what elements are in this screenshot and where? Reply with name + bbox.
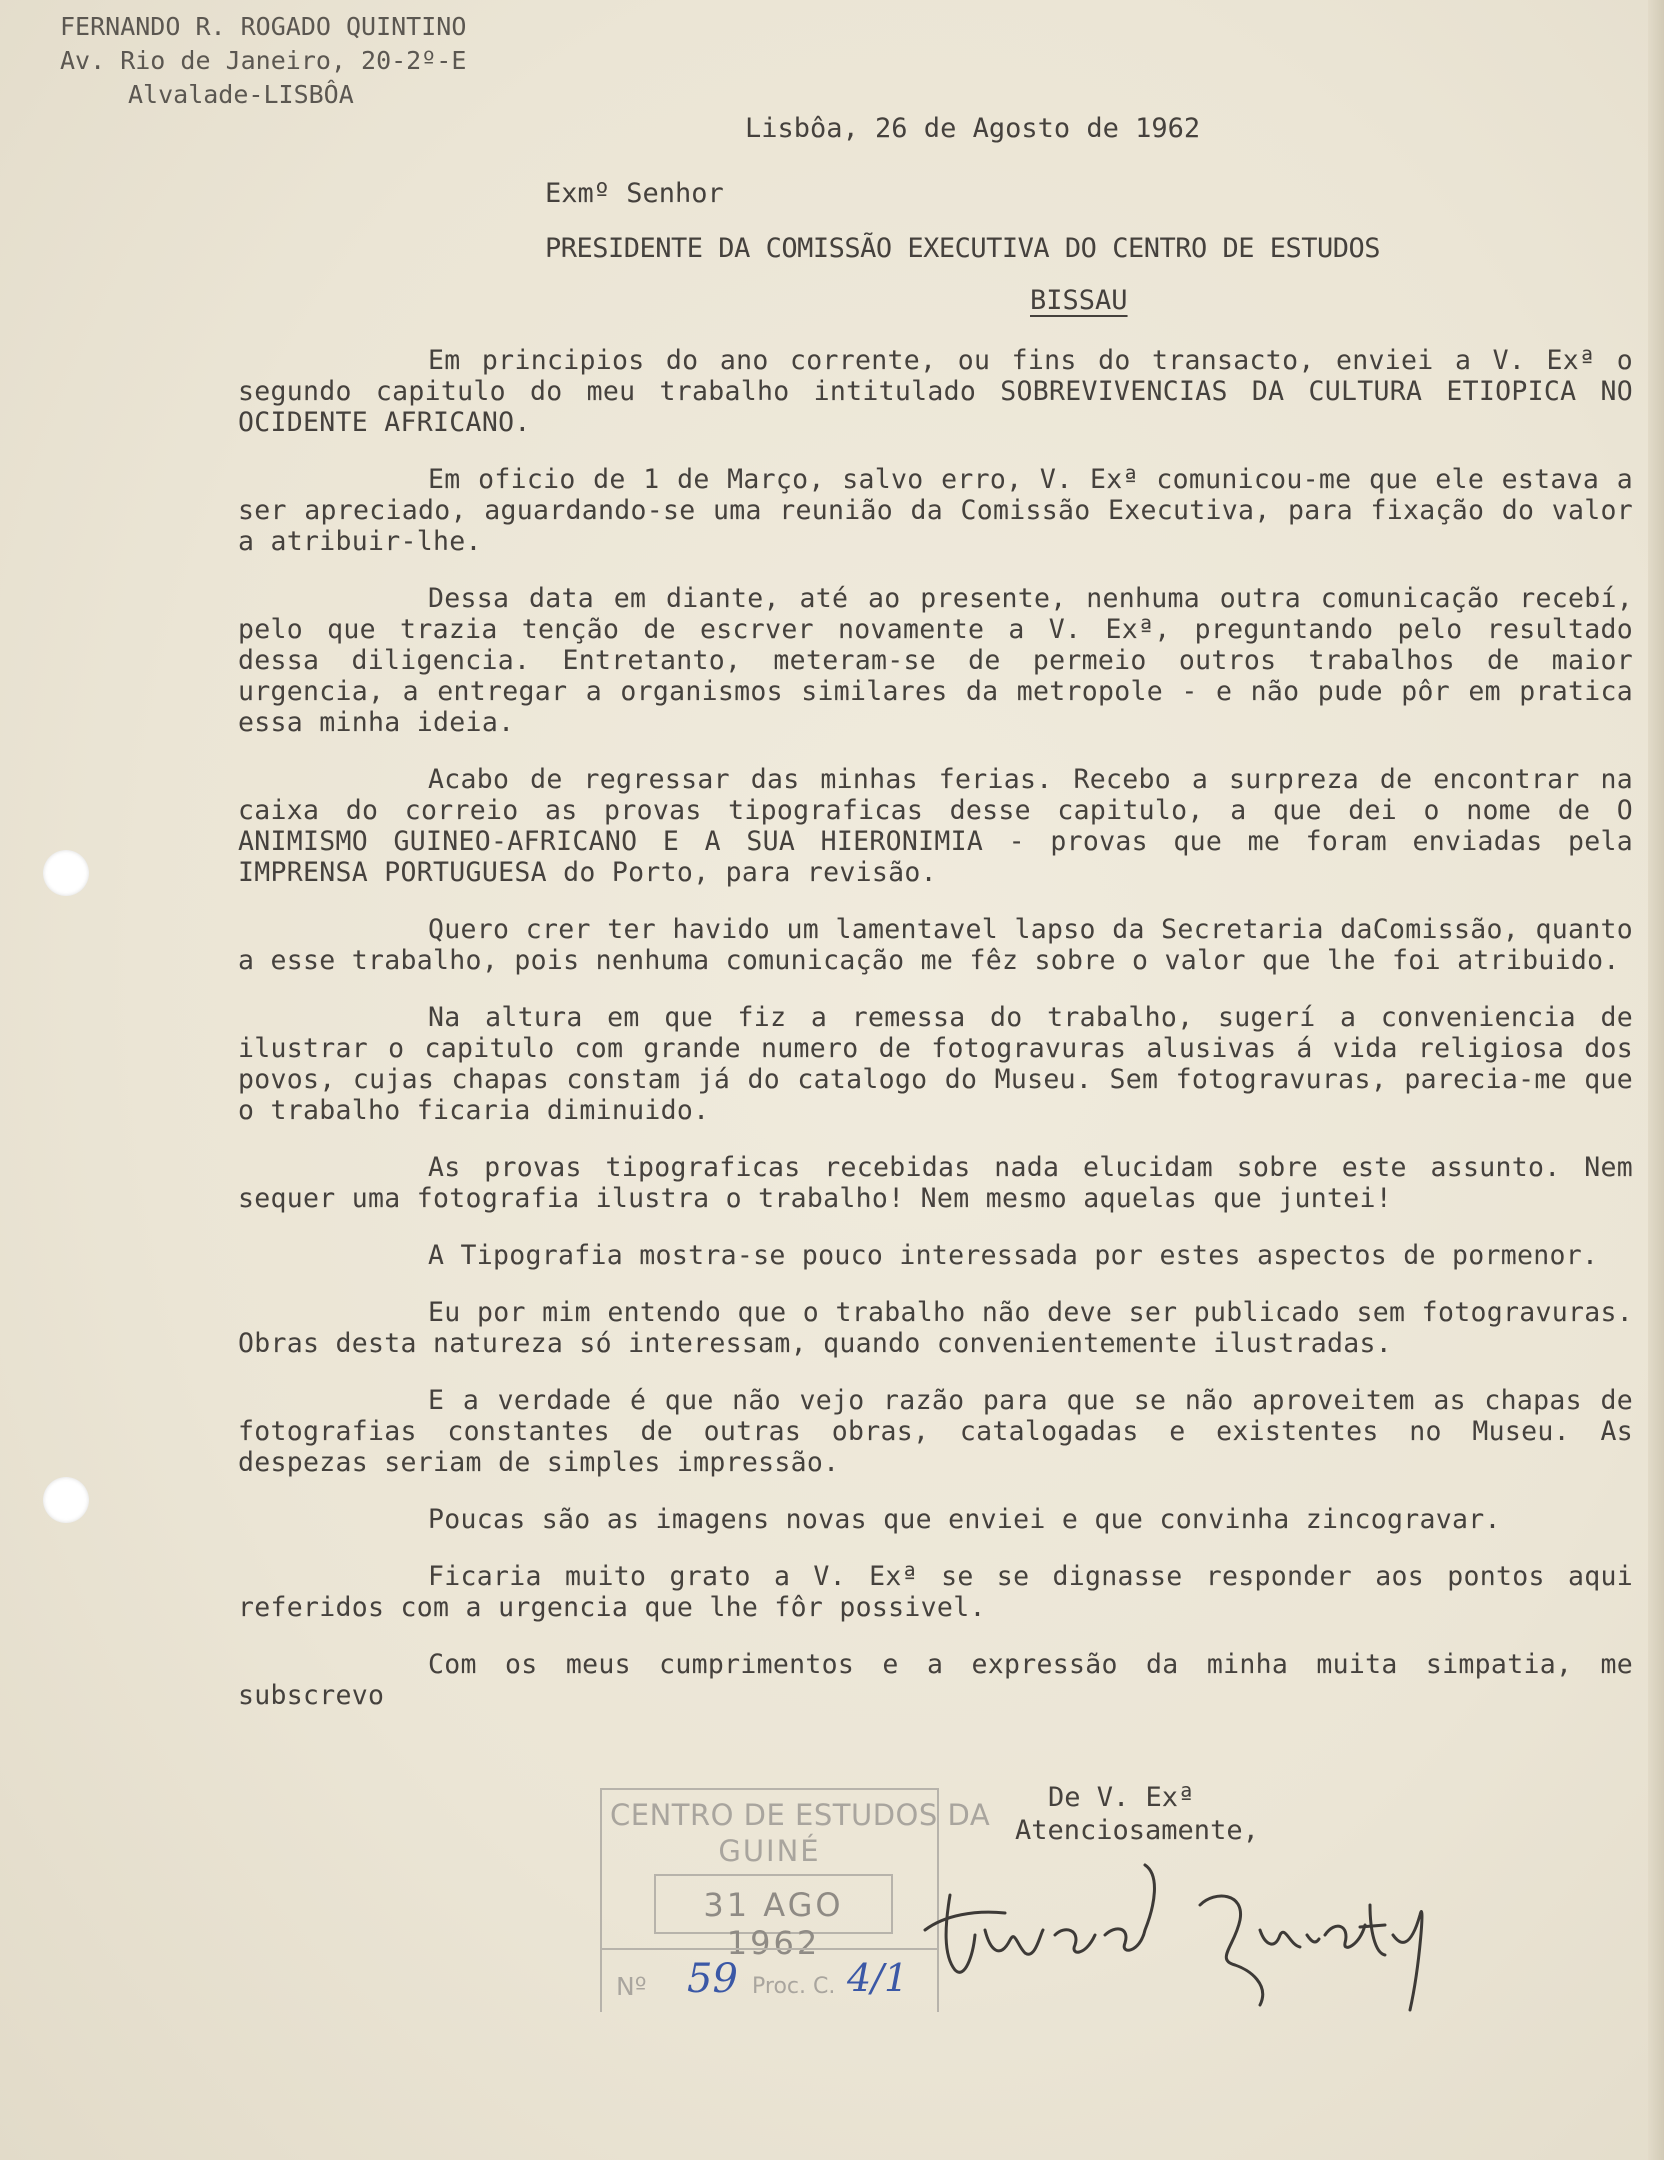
sender-address-line1: Av. Rio de Janeiro, 20-2º-E: [60, 46, 467, 75]
body-paragraph: Ficaria muito grato a V. Exª se se dignasse responder aos pontos aqui referidos com a urgencia que lhe fôr possivel.: [238, 1561, 1633, 1623]
body-paragraph: Em principios do ano corrente, ou fins do transacto, enviei a V. Exª o segundo capitulo do meu trabalho intitulado SOBREVIVENCIAS DA CULTURA ETIOPICA NO OCIDENTE AFRICANO.: [238, 345, 1633, 438]
stamp-proc-label: Proc. C.: [752, 1974, 836, 1999]
body-paragraph: Quero crer ter havido um lamentavel lapso da Secretaria daComissão, quanto a esse trabalho, pois nenhuma comunicação me fêz sobre o valor que lhe foi atribuido.: [238, 914, 1633, 976]
punch-hole: [43, 1477, 89, 1523]
addressee: PRESIDENTE DA COMISSÃO EXECUTIVA DO CENTRO DE ESTUDOS: [545, 233, 1381, 264]
sender-block: [60, 10, 466, 112]
body-paragraph: Dessa data em diante, até ao presente, nenhuma outra comunicação recebí, pelo que trazia tenção de escrver novamente a V. Exª, preguntando pelo resultado dessa diligencia. Entretanto, meteram-se de permeio outros trabalhos de maior urgencia, a entregar a organismos similares da metropole - e não pude pôr em pratica essa minha ideia.: [238, 583, 1633, 738]
reception-stamp: [600, 1788, 991, 2012]
body-paragraph: E a verdade é que não vejo razão para que se não aproveitem as chapas de fotografias constantes de outras obras, catalogadas e existentes no Museu. As despezas seriam de simples impressão.: [238, 1385, 1633, 1478]
body-paragraph: A Tipografia mostra-se pouco interessada por estes aspectos de pormenor.: [428, 1240, 1599, 1271]
stamp-registry: [602, 1948, 937, 2010]
closing-line1: De V. Exª: [1048, 1782, 1195, 1813]
body-paragraph: Poucas são as imagens novas que enviei e que convinha zincogravar.: [428, 1504, 1501, 1535]
sender-address-line2: Alvalade-LISBÔA: [128, 80, 354, 109]
body-paragraph: Acabo de regressar das minhas ferias. Recebo a surpreza de encontrar na caixa do correio as provas tipograficas desse capitulo, a que dei o nome de O ANIMISMO GUINEO-AFRICANO E A SUA HIERONIMIA - provas que me foram enviadas pela IMPRENSA PORTUGUESA do Porto, para revisão.: [238, 764, 1633, 888]
body-paragraph: Na altura em que fiz a remessa do trabalho, sugerí a conveniencia de ilustrar o capitulo com grande numero de fotogravuras alusivas á vida religiosa dos povos, cujas chapas constam já do catalogo do Museu. Sem fotogravuras, parecia-me que o trabalho ficaria diminuido.: [238, 1002, 1633, 1126]
stamp-date: 31 AGO 1962: [703, 1886, 844, 1962]
sender-name: FERNANDO R. ROGADO QUINTINO: [60, 12, 467, 41]
addressee-city: BISSAU: [1030, 285, 1128, 316]
stamp-proc-number: 4/1: [847, 1956, 909, 2000]
body-paragraph: Em oficio de 1 de Março, salvo erro, V. Exª comunicou-me que ele estava a ser apreciado, aguardando-se uma reunião da Comissão Executiva, para fixação do valor a atribuir-lhe.: [238, 464, 1633, 557]
stamp-date-box: [654, 1874, 893, 1962]
stamp-no-label: Nº: [616, 1972, 647, 2001]
salutation: Exmº Senhor: [545, 178, 724, 209]
stamp-institution: CENTRO DE ESTUDOS DA: [610, 1798, 991, 1832]
punch-hole: [43, 850, 89, 896]
handwritten-signature: [915, 1835, 1435, 2015]
body-paragraph: Eu por mim entendo que o trabalho não deve ser publicado sem fotogravuras. Obras desta natureza só interessam, quando convenientemente ilustradas.: [238, 1297, 1633, 1359]
body-paragraph: As provas tipograficas recebidas nada elucidam sobre este assunto. Nem sequer uma fotografia ilustra o trabalho! Nem mesmo aquelas que juntei!: [238, 1152, 1633, 1214]
closing-line2: Atenciosamente,: [1015, 1815, 1259, 1846]
paper-edge: [1648, 0, 1664, 2160]
stamp-number: 59: [687, 1956, 738, 2002]
letter-body: [238, 345, 1633, 1737]
date-line: Lisbôa, 26 de Agosto de 1962: [745, 113, 1201, 144]
closing-paragraph: Com os meus cumprimentos e a expressão da minha muita simpatia, me subscrevo: [238, 1649, 1633, 1711]
stamp-region: GUINÉ: [718, 1834, 821, 1868]
